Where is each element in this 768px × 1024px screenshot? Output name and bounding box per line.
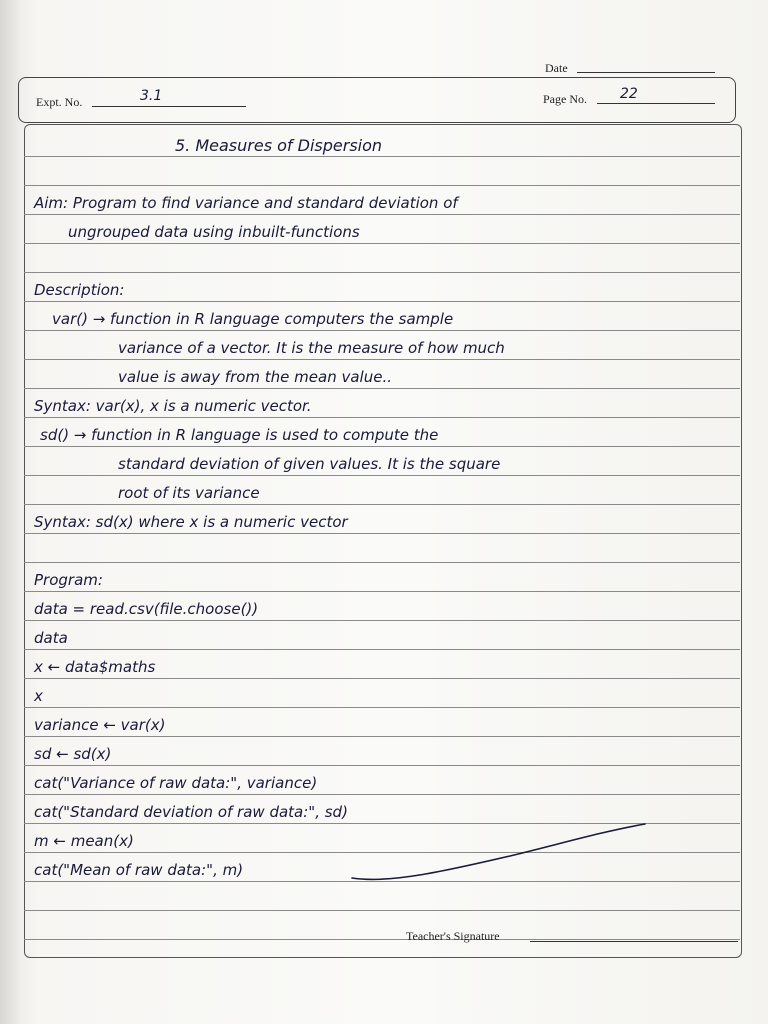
handwritten-line: x — [34, 687, 43, 705]
handwritten-line: ungrouped data using inbuilt-functions — [68, 223, 360, 241]
ruled-line — [24, 707, 740, 708]
page-no-value: 22 — [620, 86, 638, 102]
handwritten-line: Syntax: sd(x) where x is a numeric vector — [34, 513, 348, 531]
ruled-line — [24, 475, 740, 476]
binding-shadow — [0, 0, 22, 1024]
ruled-line — [24, 591, 740, 592]
handwritten-line: variance ← var(x) — [34, 716, 166, 734]
ruled-line — [24, 649, 740, 650]
handwritten-line: Syntax: var(x), x is a numeric vector. — [34, 397, 312, 415]
handwritten-line: variance of a vector. It is the measure of how much — [118, 339, 505, 357]
ruled-line — [24, 504, 740, 505]
handwritten-line: standard deviation of given values. It is the square — [118, 455, 501, 473]
handwritten-line: data — [34, 629, 68, 647]
teacher-signature-label: Teacher's Signature — [406, 929, 500, 943]
handwritten-line: x ← data$maths — [34, 658, 156, 676]
handwritten-line: cat("Standard deviation of raw data:", sd) — [34, 803, 348, 821]
page-no-label: Page No. — [543, 92, 587, 106]
ruled-line — [24, 562, 740, 563]
handwritten-line: var() → function in R language computers the sample — [52, 310, 454, 328]
handwritten-line: m ← mean(x) — [34, 832, 134, 850]
handwritten-line: sd ← sd(x) — [34, 745, 112, 763]
date-label: Date — [545, 61, 568, 75]
ruled-line — [24, 765, 740, 766]
handwritten-line: data = read.csv(file.choose()) — [34, 600, 259, 618]
handwritten-line: cat("Mean of raw data:", m) — [34, 861, 244, 879]
ruled-line — [24, 736, 740, 737]
expt-no-line — [92, 106, 246, 107]
handwritten-line: sd() → function in R language is used to compute the — [40, 426, 439, 444]
ruled-line — [24, 678, 740, 679]
page-no-line — [597, 103, 715, 104]
ruled-line — [24, 272, 740, 273]
handwritten-line: Aim: Program to find variance and standard deviation of — [34, 194, 458, 212]
handwritten-line: value is away from the mean value.. — [118, 368, 392, 386]
expt-no-label: Expt. No. — [36, 95, 83, 109]
ruled-line — [24, 330, 740, 331]
ruled-line — [24, 301, 740, 302]
ruled-line — [24, 214, 740, 215]
expt-no-value: 3.1 — [140, 88, 163, 104]
ruled-line — [24, 359, 740, 360]
handwritten-line: root of its variance — [118, 484, 260, 502]
ruled-line — [24, 388, 740, 389]
ruled-line — [24, 446, 740, 447]
ruled-line — [24, 794, 740, 795]
handwritten-line: cat("Variance of raw data:", variance) — [34, 774, 318, 792]
ruled-line — [24, 243, 740, 244]
ruled-line — [24, 185, 740, 186]
ruled-line — [24, 939, 740, 940]
handwritten-line: Program: — [34, 571, 103, 589]
ruled-line — [24, 417, 740, 418]
handwritten-line: Description: — [34, 281, 125, 299]
page-title: 5. Measures of Dispersion — [175, 136, 383, 155]
signature-stroke — [350, 820, 650, 890]
ruled-line — [24, 533, 740, 534]
date-line — [577, 72, 715, 73]
ruled-line — [24, 156, 740, 157]
ruled-line — [24, 620, 740, 621]
teacher-signature-line — [530, 941, 738, 942]
ruled-line — [24, 910, 740, 911]
